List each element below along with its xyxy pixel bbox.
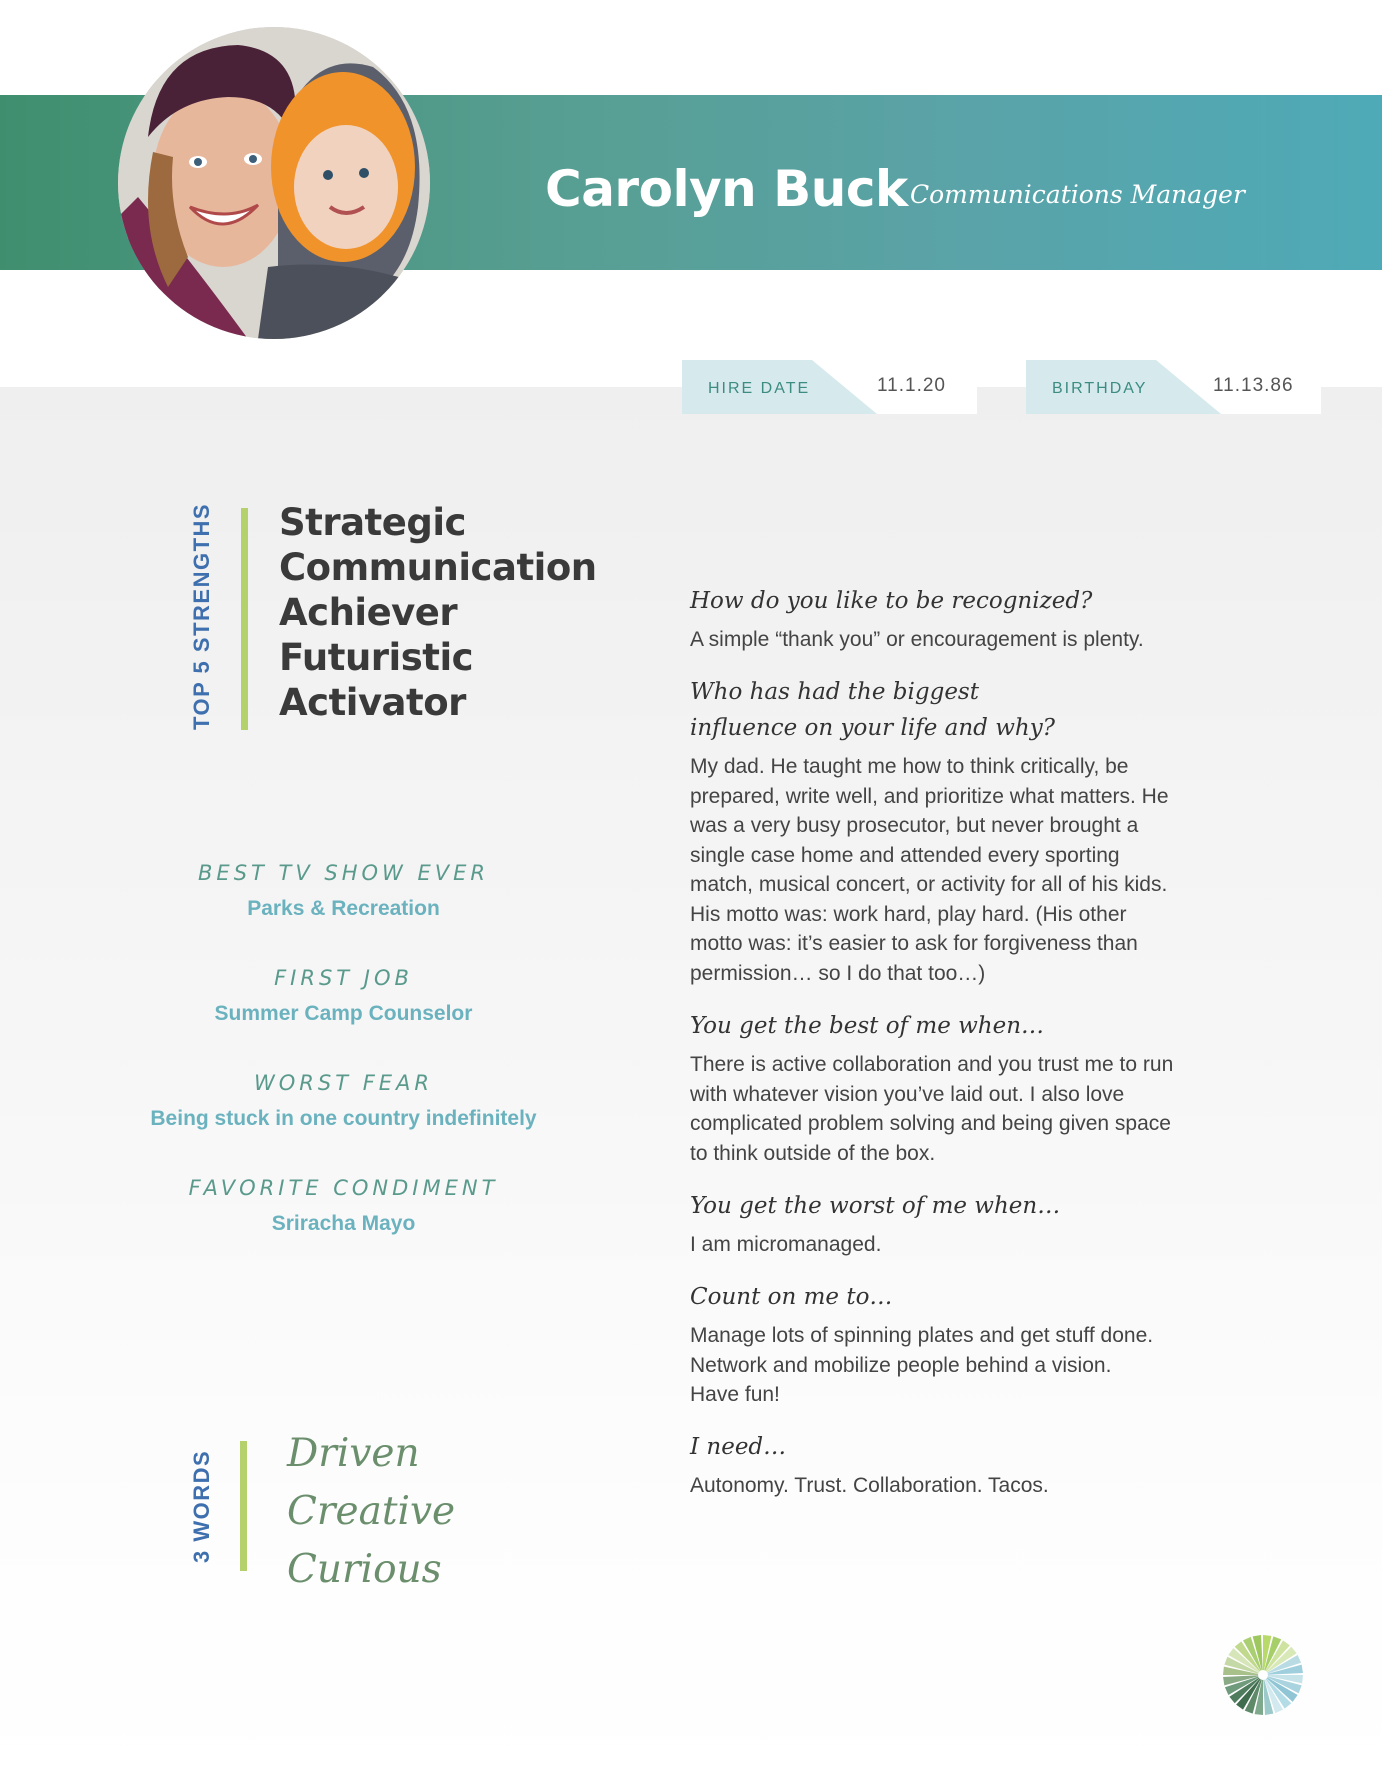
qa-recognized [690,583,1190,655]
strength-item: Achiever [279,591,458,634]
strengths-list [279,500,597,725]
qa-answer: There is active collaboration and you trust me to run with whatever vision you’ve laid out. I also love complicated problem solving and being given space to think outside of the box. [690,1053,1174,1165]
qa-question: Who has had the biggest influence on your life and why? [690,679,1056,741]
qa-best-of-me [690,1008,1175,1168]
fact-label: BEST TV SHOW EVER [198,861,489,885]
strengths-heading: TOP 5 STRENGTHS [189,502,214,730]
profile-photo [118,27,430,339]
qa-question: Count on me to… [690,1284,893,1310]
qa-question: You get the best of me when… [690,1013,1045,1039]
hire-date-label: HIRE DATE [708,380,811,397]
strengths-accent-bar [241,508,248,730]
employee-role: Communications Manager [910,180,1245,209]
fact-value: Parks & Recreation [247,897,440,920]
fact-worst-fear [120,1071,567,1131]
qa-answer: A simple “thank you” or encouragement is plenty. [690,628,1144,651]
sunburst-logo-icon [1222,1634,1304,1716]
qa-count-on-me [690,1279,1165,1410]
qa-worst-of-me [690,1188,1190,1260]
hire-date-value: 11.1.20 [877,375,946,396]
strength-item: Activator [279,681,466,724]
birthday-value: 11.13.86 [1213,375,1294,396]
qa-i-need [690,1429,1190,1501]
fact-value: Being stuck in one country indefinitely [150,1107,537,1130]
words-list [287,1425,455,1599]
strength-item: Strategic [279,501,466,544]
qa-influence [690,674,1170,988]
qa-answer: My dad. He taught me how to think critically, be prepared, write well, and prioritize what matters. He was a very busy prosecutor, but never brought a single case home and attended every sporting match, musical concert, or activity for all of his kids. His motto was: work hard, play hard. (His other motto was: it’s easier to ask for forgiveness than permission… so I do that too…) [690,755,1169,985]
word-item: Curious [287,1547,442,1592]
fact-value: Sriracha Mayo [271,1212,416,1235]
strength-item: Communication [279,546,597,589]
fact-label: FAVORITE CONDIMENT [188,1176,499,1200]
logo-center [1258,1670,1268,1680]
word-item: Creative [287,1489,456,1534]
fact-first-job [120,966,567,1026]
qa-answer: Manage lots of spinning plates and get stuff done. Network and mobilize people behind a vision. Have fun! [690,1324,1154,1406]
employee-name: Carolyn Buck [545,160,908,218]
fact-label: WORST FEAR [253,1071,434,1095]
qa-answer: Autonomy. Trust. Collaboration. Tacos. [690,1474,1049,1497]
hire-date-tab [682,360,977,414]
strength-item: Futuristic [279,636,474,679]
qa-question: You get the worst of me when… [690,1193,1061,1219]
words-heading: 3 WORDS [189,1449,214,1563]
fact-value: Summer Camp Counselor [214,1002,473,1025]
word-item: Driven [287,1431,420,1476]
fact-condiment [120,1176,567,1236]
birthday-tab [1026,360,1321,414]
words-accent-bar [240,1441,247,1571]
fact-tv-show [120,861,567,921]
qa-answer: I am micromanaged. [690,1233,882,1256]
qa-question: How do you like to be recognized? [690,588,1093,614]
fact-label: FIRST JOB [274,966,413,990]
qa-question: I need… [690,1434,787,1460]
birthday-label: BIRTHDAY [1052,380,1148,397]
